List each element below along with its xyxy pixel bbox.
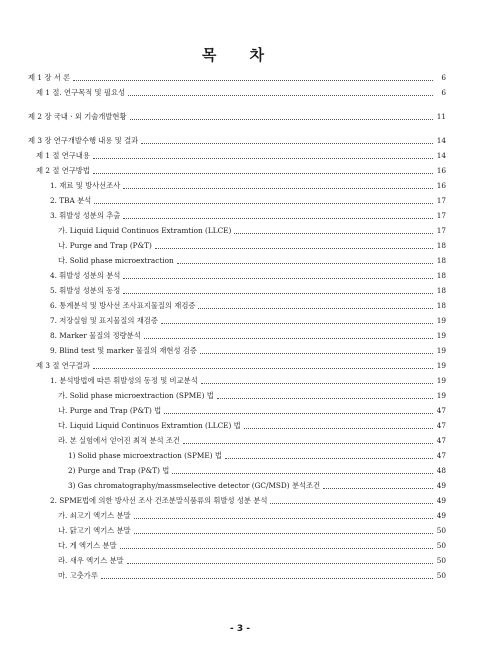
dot-leader	[164, 412, 433, 414]
dot-leader	[128, 94, 433, 96]
dot-leader	[217, 397, 433, 399]
dot-leader	[172, 472, 433, 474]
toc-entry-label: 제 2 장 국내ㆍ외 기술개발현황	[28, 112, 127, 121]
toc-entry-page: 19	[436, 346, 446, 355]
toc-entry-label: 4. 휘발성 성분의 분석	[50, 271, 121, 280]
toc-entry-page: 6	[441, 73, 446, 82]
dot-leader	[270, 502, 433, 504]
toc-entry[interactable]	[28, 523, 446, 538]
toc-entry[interactable]	[28, 358, 446, 373]
toc-entry-page: 18	[436, 286, 446, 295]
dot-leader	[225, 457, 433, 459]
dot-leader	[127, 562, 433, 564]
toc-entry-page: 18	[436, 271, 446, 280]
toc-entry-label: 2. SPME법에 의한 방사선 조사 건조분말식품류의 휘발성 성분 분석	[50, 496, 268, 505]
dot-leader	[144, 337, 433, 339]
toc-entry[interactable]	[28, 388, 446, 403]
toc-entry-label: 제 3 장 연구개발수행 내용 및 결과	[28, 136, 139, 145]
toc-entry[interactable]	[28, 223, 446, 238]
dot-leader	[177, 262, 433, 264]
toc-entry-label: 다. 게 엑기스 분말	[58, 541, 117, 550]
toc-entry[interactable]	[28, 109, 446, 124]
dot-leader	[141, 142, 433, 144]
section-gap	[28, 124, 446, 133]
dot-leader	[198, 307, 433, 309]
toc-entry[interactable]	[28, 148, 446, 163]
toc-entry-page: 18	[436, 241, 446, 250]
toc-entry-label: 5. 휘발성 성분의 동정	[50, 286, 121, 295]
toc-entry-label: 6. 통계분석 및 방사선 조사표지물질의 재검증	[50, 301, 196, 310]
toc-entry[interactable]	[28, 253, 446, 268]
toc-entry[interactable]	[28, 403, 446, 418]
toc-entry-label: 1) Solid phase microextraction (SPME) 법	[68, 451, 222, 460]
toc-entry[interactable]	[28, 163, 446, 178]
toc-entry-page: 50	[436, 526, 446, 535]
dot-leader	[73, 79, 433, 81]
toc-entry-page: 6	[441, 88, 446, 97]
toc-entry[interactable]	[28, 313, 446, 328]
toc-entry-page: 49	[436, 496, 446, 505]
toc-entry-label: 2. TBA 분석	[50, 196, 92, 205]
toc-entry-page: 14	[436, 136, 446, 145]
toc-entry-page: 17	[436, 196, 446, 205]
toc-entry-page: 19	[436, 331, 446, 340]
section-gap	[28, 100, 446, 109]
dot-leader	[123, 187, 433, 189]
page-number: - 3 -	[230, 624, 250, 634]
toc-entry[interactable]	[28, 418, 446, 433]
toc-entry-label: 나. Purge and Trap (P&T)	[58, 241, 152, 250]
toc-entry-page: 47	[436, 406, 446, 415]
toc-entry[interactable]	[28, 493, 446, 508]
toc-entry-label: 제 3 절 연구결과	[36, 361, 90, 370]
toc-entry-label: 1. 재료 및 방사선조사	[50, 181, 121, 190]
toc-entry[interactable]	[28, 373, 446, 388]
toc-entry-page: 17	[436, 226, 446, 235]
dot-leader	[123, 277, 433, 279]
table-of-contents	[28, 70, 446, 583]
toc-entry-label: 가. Solid phase microextraction (SPME) 법	[58, 391, 214, 400]
toc-entry[interactable]	[28, 85, 446, 100]
toc-entry-label: 1. 분석방법에 따른 휘발성의 동정 및 비교분석	[50, 376, 198, 385]
toc-entry[interactable]	[28, 433, 446, 448]
dot-leader	[101, 577, 433, 579]
toc-entry[interactable]	[28, 568, 446, 583]
toc-entry-page: 50	[436, 571, 446, 580]
toc-entry[interactable]	[28, 538, 446, 553]
dot-leader	[94, 202, 433, 204]
toc-entry-label: 라. 새우 엑기스 분말	[58, 556, 124, 565]
toc-entry-page: 47	[436, 436, 446, 445]
toc-entry-page: 19	[436, 316, 446, 325]
toc-entry-label: 다. Solid phase microextraction	[58, 256, 174, 265]
toc-entry-page: 18	[436, 301, 446, 310]
toc-entry-page: 16	[436, 181, 446, 190]
dot-leader	[234, 232, 433, 234]
toc-entry-page: 49	[436, 511, 446, 520]
toc-entry-page: 50	[436, 556, 446, 565]
toc-entry-label: 가. Liquid Liquid Continuos Extramtion (LLCE)	[58, 226, 232, 235]
toc-entry-page: 18	[436, 256, 446, 265]
toc-entry-page: 16	[436, 166, 446, 175]
toc-entry-page: 19	[436, 376, 446, 385]
toc-entry[interactable]	[28, 193, 446, 208]
dot-leader	[123, 292, 433, 294]
toc-entry-label: 3. 휘발성 성분의 추출	[50, 211, 121, 220]
toc-entry[interactable]	[28, 553, 446, 568]
toc-entry-page: 19	[436, 361, 446, 370]
toc-entry-page: 47	[436, 421, 446, 430]
toc-entry[interactable]	[28, 238, 446, 253]
toc-entry-label: 8. Marker 물질의 정량분석	[50, 331, 141, 340]
toc-entry-label: 제 1 절 연구내용	[36, 151, 90, 160]
toc-entry-label: 9. Blind test 및 marker 물질의 재현성 검증	[50, 346, 197, 355]
toc-entry[interactable]	[28, 508, 446, 523]
toc-entry-label: 라. 본 실험에서 얻어진 최적 분석 조건	[58, 436, 180, 445]
toc-entry[interactable]	[28, 328, 446, 343]
toc-entry[interactable]	[28, 343, 446, 358]
toc-entry[interactable]	[28, 178, 446, 193]
toc-entry-label: 나. 닭고기 엑기스 분말	[58, 526, 131, 535]
page-title: 목 차	[201, 46, 279, 64]
toc-entry[interactable]	[28, 298, 446, 313]
dot-leader	[93, 172, 433, 174]
dot-leader	[130, 118, 433, 120]
dot-leader	[93, 157, 433, 159]
toc-entry-page: 19	[436, 391, 446, 400]
toc-entry[interactable]	[28, 283, 446, 298]
dot-leader	[120, 547, 433, 549]
toc-entry-label: 3) Gas chromatography/massmselective detector (GC/MSD) 분석조건	[68, 481, 321, 490]
toc-entry-page: 11	[436, 112, 446, 121]
toc-entry-page: 47	[436, 451, 446, 460]
dot-leader	[93, 367, 433, 369]
toc-entry[interactable]	[28, 70, 446, 85]
toc-entry[interactable]	[28, 133, 446, 148]
dot-leader	[123, 217, 433, 219]
toc-entry-label: 제 1 절. 연구목적 및 필요성	[36, 88, 126, 97]
toc-entry-page: 48	[436, 466, 446, 475]
toc-entry-page: 50	[436, 541, 446, 550]
dot-leader	[323, 487, 433, 489]
toc-entry-label: 가. 쇠고기 엑기스 분말	[58, 511, 131, 520]
toc-entry-label: 마. 고춧가루	[58, 571, 98, 580]
toc-entry[interactable]	[28, 268, 446, 283]
dot-leader	[155, 247, 433, 249]
toc-entry-page: 17	[436, 211, 446, 220]
toc-entry-label: 제 1 장 서 론	[28, 73, 71, 82]
dot-leader	[161, 322, 433, 324]
toc-entry-label: 다. Liquid Liquid Continuos Extramtion (LLCE) 법	[58, 421, 241, 430]
toc-entry-label: 나. Purge and Trap (P&T) 법	[58, 406, 162, 415]
toc-entry-page: 49	[436, 481, 446, 490]
dot-leader	[244, 427, 433, 429]
dot-leader	[201, 382, 433, 384]
toc-entry[interactable]	[28, 448, 446, 463]
dot-leader	[200, 352, 433, 354]
dot-leader	[183, 442, 433, 444]
toc-entry[interactable]	[28, 463, 446, 478]
toc-entry-label: 2) Purge and Trap (P&T) 법	[68, 466, 170, 475]
toc-entry[interactable]	[28, 478, 446, 493]
toc-entry-label: 제 2 절 연구방법	[36, 166, 90, 175]
toc-entry-page: 14	[436, 151, 446, 160]
dot-leader	[134, 517, 433, 519]
toc-entry[interactable]	[28, 208, 446, 223]
toc-entry-label: 7. 저장실험 및 표지물질의 재검증	[50, 316, 158, 325]
dot-leader	[134, 532, 433, 534]
